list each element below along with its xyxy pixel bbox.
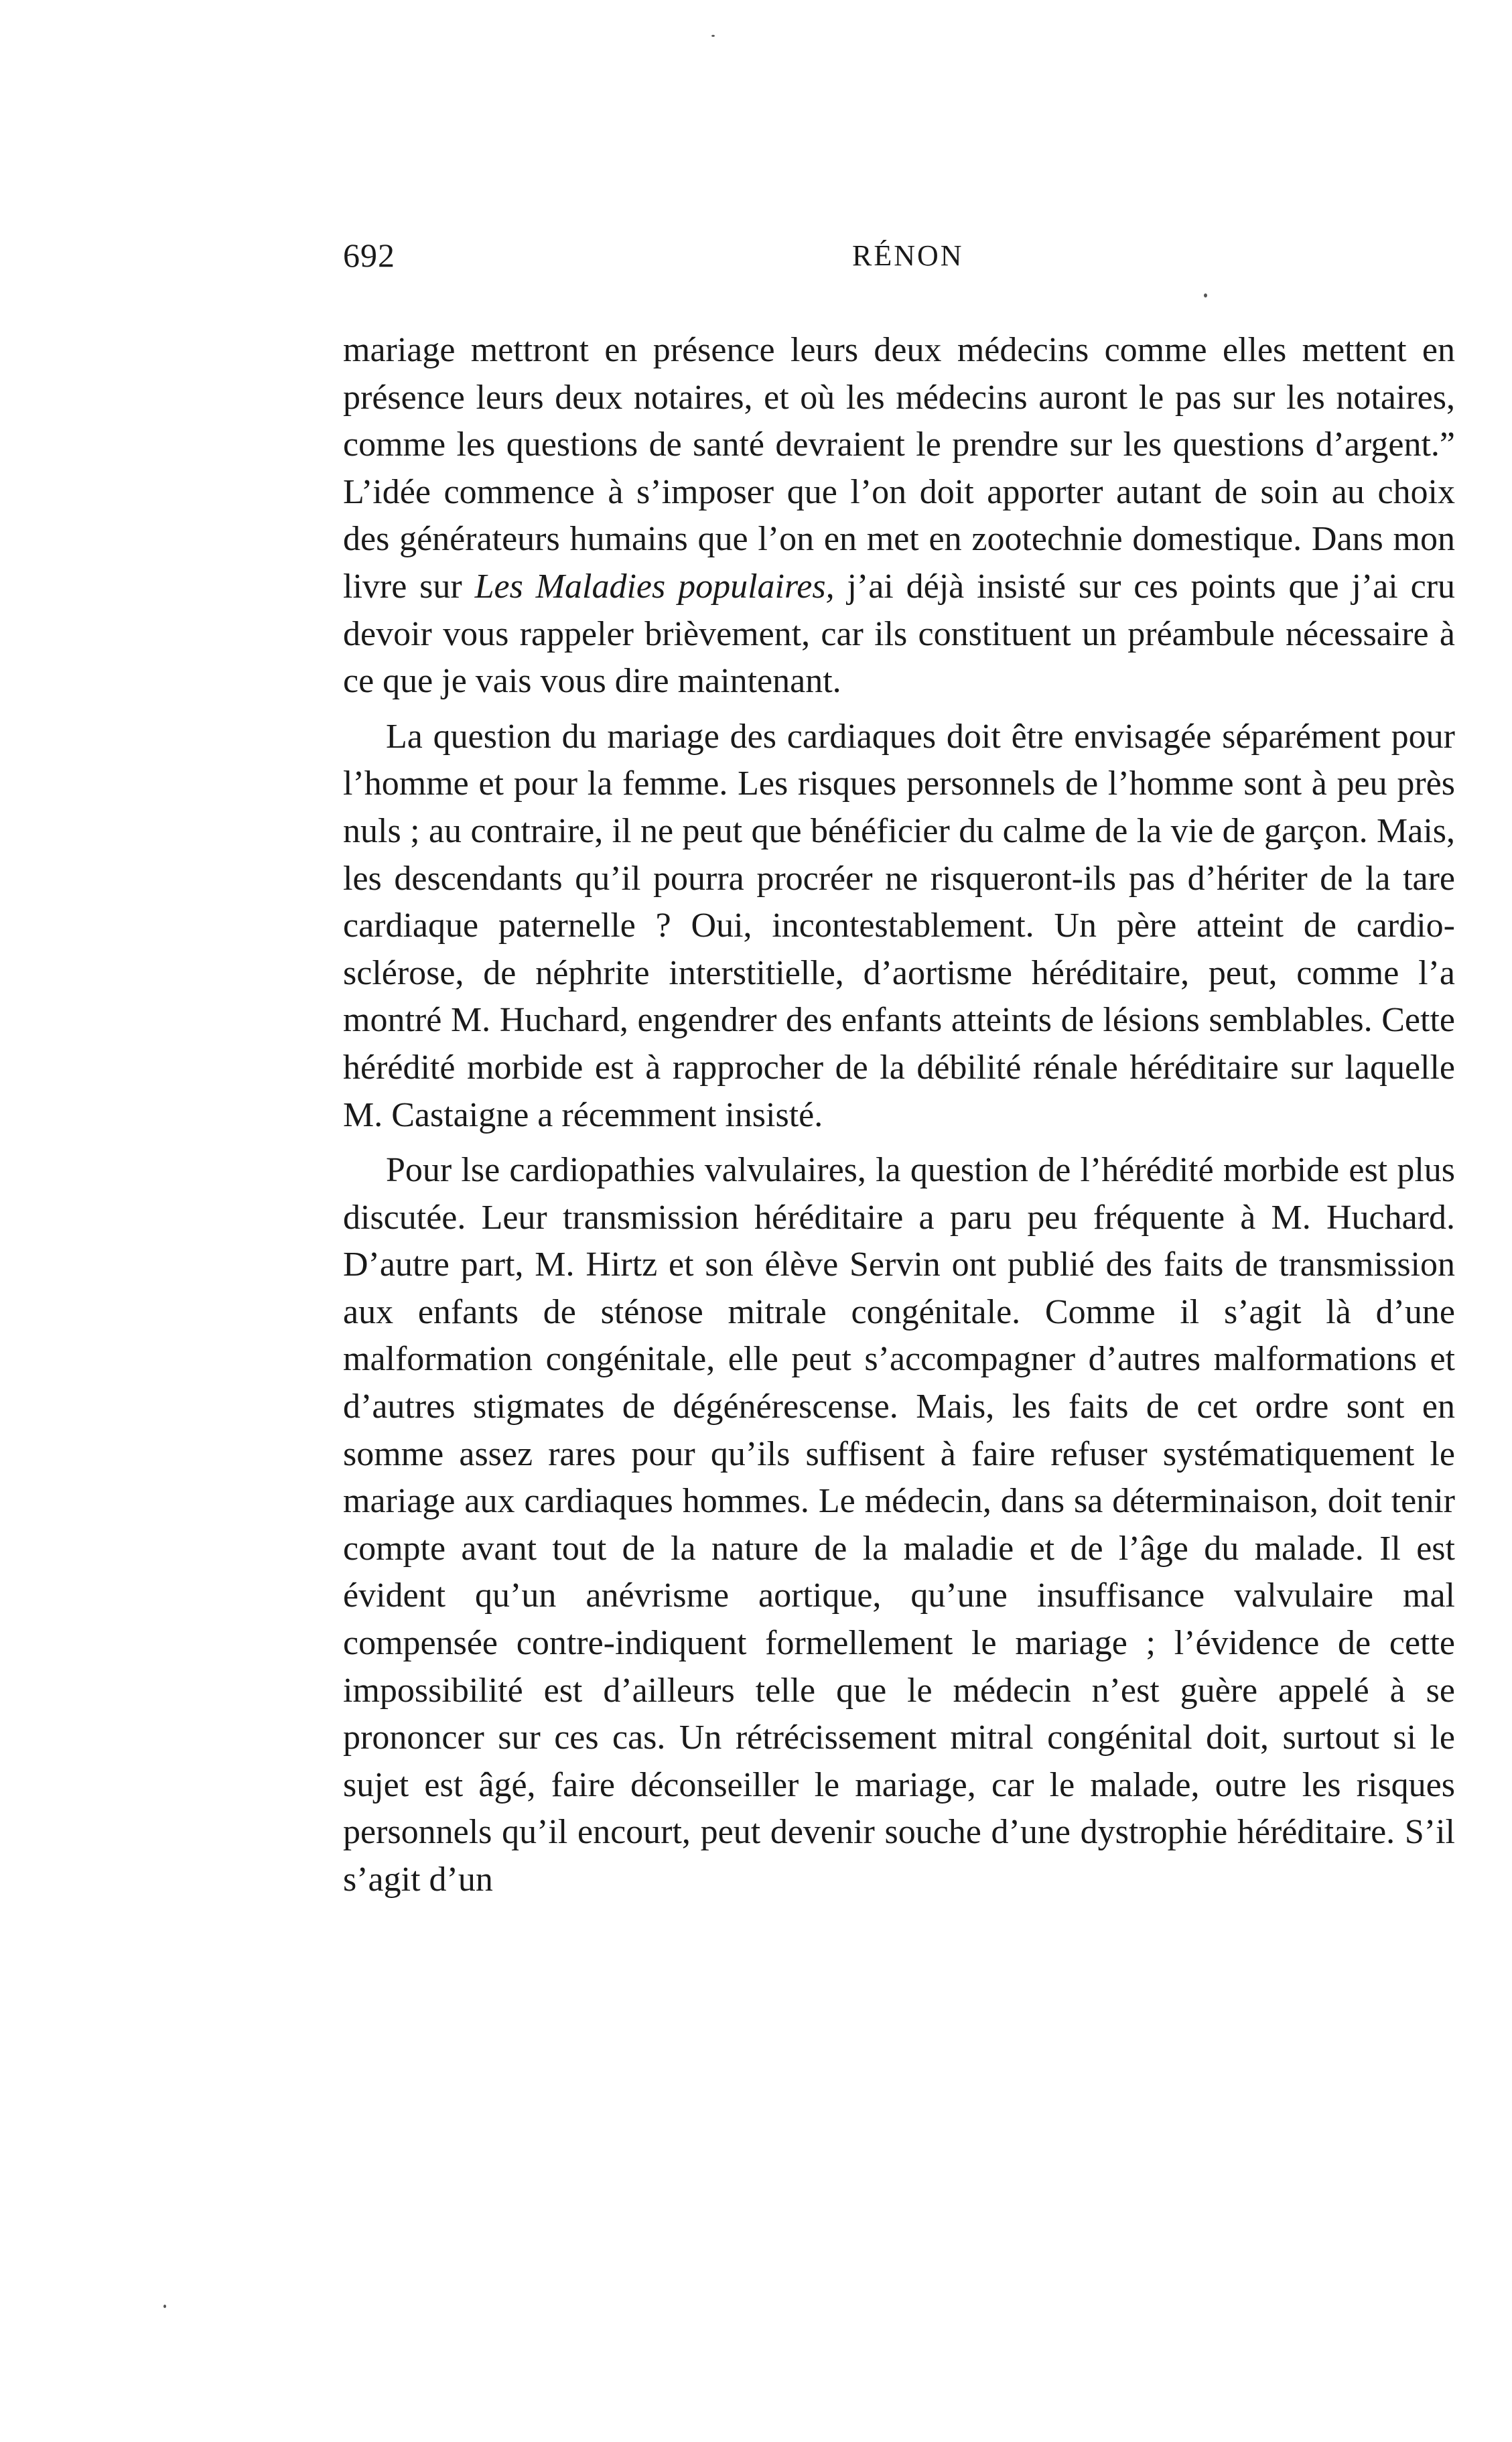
scan-speck-top — [711, 35, 715, 37]
paragraph-2: La question du mariage des cardiaques doit être envisagée séparément pour l’homme et pour la femme. Les risques personnels de l’homme sont à peu près nuls ; au contraire, il ne peut que bénéficier du calme de la vie de garçon. Mais, les descendants qu’il pourra procréer ne risqueront-ils pas d’hériter de la tare cardiaque paternelle ? Oui, incontestablement. Un père atteint de cardio-sclérose, de néphrite interstitielle, d’aortisme héréditaire, peut, comme l’a montré M. Huchard, engendrer des enfants atteints de lésions semblables. Cette hérédité morbide est à rapprocher de la débilité rénale héréditaire sur laquelle M. Castaigne a récemment insisté. — [343, 717, 1455, 1134]
scan-speck-header — [1204, 293, 1207, 297]
body-text — [343, 327, 1455, 1904]
paragraph-3: Pour lse cardiopathies valvulaires, la question de l’hérédité morbide est plus discutée. Leur transmission héréditaire a paru peu fréquente à M. Huchard. D’autre part, M. Hirtz et son élève Servin ont publié des faits de transmission aux enfants de sténose mitrale congénitale. Comme il s’agit là d’une malformation congénitale, elle peut s’accompagner d’autres malformations et d’autres stigmates de dégénérescense. Mais, les faits de cet ordre sont en somme assez rares pour qu’ils suffisent à faire refuser systématiquement le mariage aux cardiaques hommes. Le médecin, dans sa déterminaison, doit tenir compte avant tout de la nature de la maladie et de l’âge du malade. Il est évident qu’un anévrisme aortique, qu’une insuffisance valvulaire mal compensée contre-indiquent formellement le mariage ; l’évidence de cette impossibilité est d’ailleurs telle que le médecin n’est guère appelé à se prononcer sur ces cas. Un rétrécissement mitral congénital doit, surtout si le sujet est âgé, faire déconseiller le mariage, car le malade, outre les risques personnels qu’il encourt, peut devenir souche d’une dystrophie héréditaire. S’il s’agit d’un — [343, 1151, 1455, 1899]
page-header — [343, 236, 1448, 289]
running-head: RÉNON — [852, 239, 964, 272]
paragraph-1-end: j’ai déjà insisté sur ces points que j’ai cru devoir vous rappeler brièvement, car ils constituent un préambule nécessaire à ce que je vais vous dire maintenant. — [343, 567, 1456, 701]
paragraph-1-text: mariage mettront en présence leurs deux médecins comme elles mettent en présence leurs deux notaires, et où les médecins auront le pas sur les notaires, comme les questions de santé devraient le prendre sur les questions d’argent.” L’idée commence à s’imposer que l’on doit apporter autant de soin au choix des générateurs humains que l’on en met en zootechnie domestique. Dans mon livre sur — [343, 331, 1455, 606]
page-number: 692 — [343, 236, 395, 274]
paragraph-1 — [343, 327, 1455, 705]
scan-speck-margin — [163, 2305, 166, 2308]
book-title: Les Maladies populaires, — [474, 567, 835, 606]
